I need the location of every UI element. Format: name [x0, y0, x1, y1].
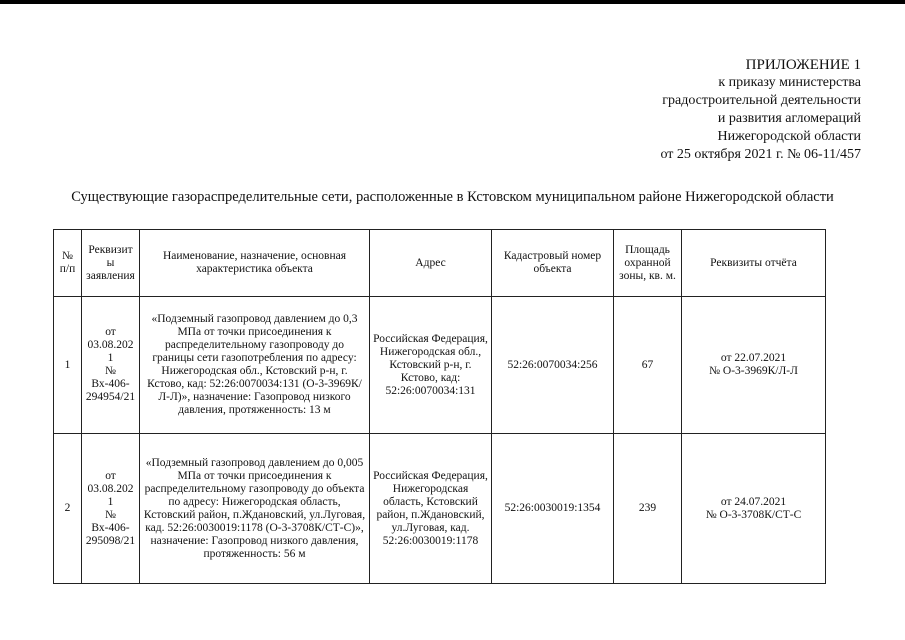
document-title: Существующие газораспределительные сети, расположенные в Кстовском муниципальном районе Нижегородской области: [71, 189, 834, 205]
table-row: [54, 297, 826, 434]
table-header-row: [54, 230, 826, 297]
cell-address: Российская Федерация, Нижегородская область, Кстовский район, п.Ждановский, ул.Луговая, кад. 52:26:0030019:1178: [370, 434, 492, 584]
appendix-block: [660, 56, 861, 164]
appendix-line: Нижегородской области: [717, 129, 861, 144]
appendix-heading: ПРИЛОЖЕНИЕ 1: [745, 57, 861, 73]
appendix-line: к приказу министерства: [718, 75, 861, 90]
cell-request: от 03.08.2021 № Вх-406- 295098/21: [82, 434, 140, 584]
cell-area: 239: [614, 434, 682, 584]
cell-num: 1: [54, 297, 82, 434]
header-num: № п/п: [54, 230, 82, 297]
appendix-line: градостроительной деятельности: [662, 93, 861, 108]
cell-area: 67: [614, 297, 682, 434]
table-row: [54, 434, 826, 584]
cell-num: 2: [54, 434, 82, 584]
cell-description: «Подземный газопровод давлением до 0,3 МПа от точки присоединения к распределительному газопроводу до границы сети газопотребления по адресу: Нижегородская обл., Кстовский р-н, г. Кстово, кад: 52:26:0070034:131 (О-3-3969К/Л-Л)», назначение: Газопровод низкого давления, протяженность: 13 м: [140, 297, 370, 434]
cell-address: Российская Федерация, Нижегородская обл., Кстовский р-н, г. Кстово, кад: 52:26:0070034:131: [370, 297, 492, 434]
header-area: Площадь охранной зоны, кв. м.: [614, 230, 682, 297]
cell-report: от 22.07.2021 № О-3-3969К/Л-Л: [682, 297, 826, 434]
cell-report: от 24.07.2021 № О-3-3708К/СТ-С: [682, 434, 826, 584]
header-request: Реквизиты заявления: [82, 230, 140, 297]
appendix-line: и развития агломераций: [717, 111, 861, 126]
header-cadastral: Кадастровый номер объекта: [492, 230, 614, 297]
gas-network-table: [53, 229, 826, 584]
cell-cadastral: 52:26:0070034:256: [492, 297, 614, 434]
header-report: Реквизиты отчёта: [682, 230, 826, 297]
header-address: Адрес: [370, 230, 492, 297]
cell-request: от 03.08.2021 № Вх-406- 294954/21: [82, 297, 140, 434]
appendix-line: от 25 октября 2021 г. № 06-11/457: [660, 147, 861, 162]
cell-description: «Подземный газопровод давлением до 0,005 МПа от точки присоединения к распределительному газопроводу до объекта по адресу: Нижегородская область, Кстовский район, п.Ждановский, ул.Луговая, кад. 52:26:0030019:1178 (О-3-3708К/СТ-С)», назначение: Газопровод низкого давления, протяженность: 56 м: [140, 434, 370, 584]
cell-cadastral: 52:26:0030019:1354: [492, 434, 614, 584]
header-description: Наименование, назначение, основная характеристика объекта: [140, 230, 370, 297]
scan-top-edge: [0, 0, 905, 4]
